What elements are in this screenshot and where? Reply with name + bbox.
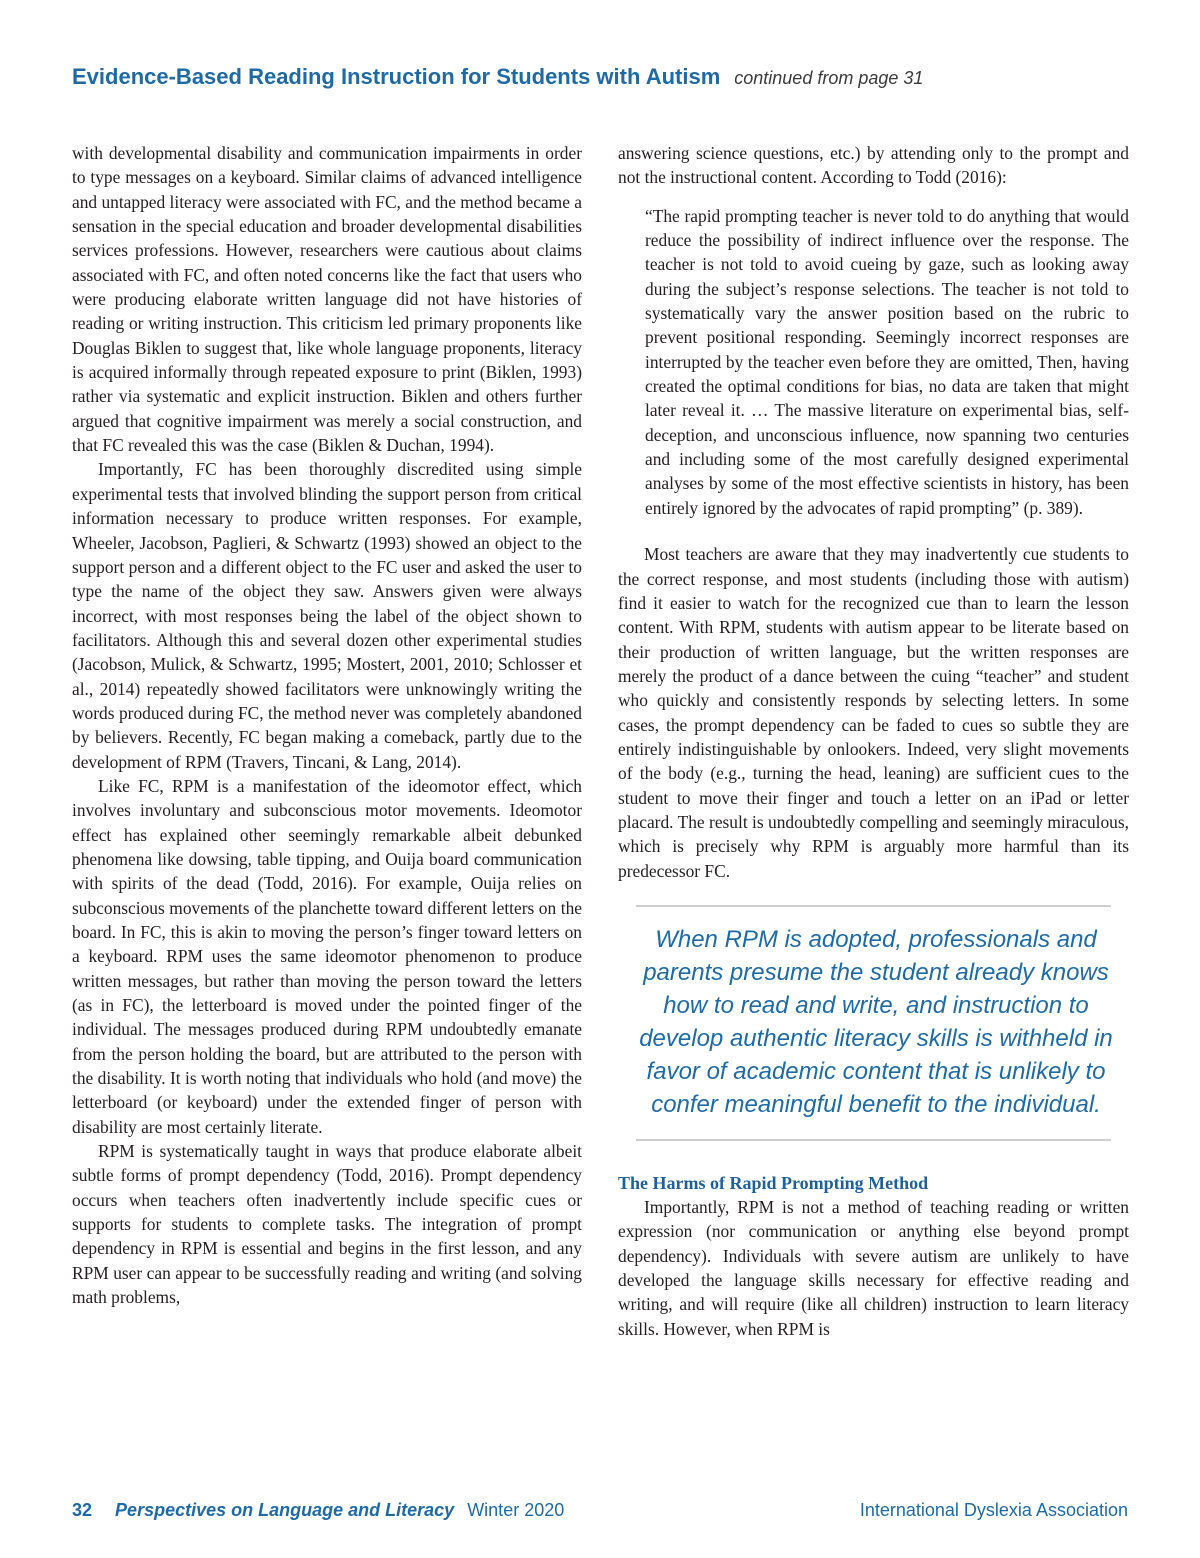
body-paragraph: RPM is systematically taught in ways that produce elaborate albeit subtle forms of prompt dependency (Todd, 2016). Prompt dependency occurs when teachers often inadvertently include specific cues or supports for students to complete tasks. The integration of prompt dependency in RPM is essential and begins in the first lesson, and any RPM user can appear to be successfully reading and writing (and solving math problems, bbox=[72, 1141, 582, 1308]
block-quote: “The rapid prompting teacher is never told to do anything that would reduce the possibility of indirect influence over the response. The teacher is not told to avoid cueing by gaze, such as looking away during the subject’s response selections. The teacher is not told to systematically vary the answer position based on the rubric to prevent positional responding. Seemingly incorrect responses are interrupted by the teacher even before they are omitted, Then, having created the optimal conditions for bias, no data are taken that might later reveal it. … The massive literature on experimental bias, self-deception, and unconscious influence, now spanning two centuries and including some of the most carefully designed experimental analyses by some of the most effective scientists in history, has been entirely ignored by the advocates of rapid prompting” (p. 389). bbox=[645, 205, 1129, 518]
body-paragraph: with developmental disability and communication impairments in order to type messages on a keyboard. Similar claims of advanced intelligence and untapped literacy were associated with FC, and the method became a sensation in the special education and broader developmental disabilities services professions. However, researchers were cautious about claims associated with FC, and often noted concerns like the fact that users who were producing elaborate written language did not have histories of reading or writing instruction. This criticism led primary proponents like Douglas Biklen to suggest that, like whole language proponents, literacy is acquired informally through repeated exposure to print (Biklen, 1993) rather via systematic and explicit instruction. Biklen and others further argued that cognitive impairment was merely a social construction, and that FC revealed this was the case (Biklen & Duchan, 1994). bbox=[72, 143, 582, 456]
journal-name: Perspectives on Language and Literacy bbox=[115, 1500, 455, 1520]
section-heading: The Harms of Rapid Prompting Method bbox=[618, 1172, 929, 1193]
page-number: 32 bbox=[72, 1500, 93, 1520]
issue-label: Winter 2020 bbox=[467, 1500, 565, 1520]
body-paragraph: Importantly, RPM is not a method of teaching reading or written expression (nor communication or anything else beyond prompt dependency). Individuals with severe autism are unlikely to have developed the language skills necessary for effective reading and writing, and will require (like all children) instruction to learn literacy skills. However, when RPM is bbox=[618, 1196, 1129, 1339]
right-column bbox=[618, 141, 1129, 1341]
body-paragraph: Importantly, FC has been thoroughly discredited using simple experimental tests that involved blinding the support person from critical information necessary to produce written responses. For example, Wheeler, Jacobson, Paglieri, & Schwartz (1993) showed an object to the support person and a different object to the FC user and asked the user to type the name of the object they saw. Answers given were always incorrect, with most responses being the label of the object shown to facilitators. Although this and several dozen other experimental studies (Jacobson, Mulick, & Schwartz, 1995; Mostert, 2001, 2010; Schlosser et al., 2014) repeatedly showed facilitators were unknowingly writing the words produced during FC, the method never was completely abandoned by believers. Recently, FC began making a comeback, partly due to the development of RPM (Travers, Tincani, & Lang, 2014). bbox=[72, 459, 582, 772]
continued-note: continued from page 31 bbox=[734, 68, 924, 88]
pull-quote bbox=[636, 905, 1111, 1141]
organization-name: International Dyslexia Association bbox=[859, 1500, 1128, 1520]
page-footer bbox=[72, 1500, 1128, 1526]
page-header bbox=[72, 64, 1140, 100]
pull-quote-text: When RPM is adopted, professionals and parents presume the student already knows how to read and write, and instruction to develop authentic literacy skills is withheld in favor of academic content that is unlikely to confer meaningful benefit to the individual. bbox=[639, 925, 1113, 1118]
article-title: Evidence-Based Reading Instruction for Students with Autism bbox=[72, 64, 721, 89]
body-paragraph: answering science questions, etc.) by attending only to the prompt and not the instructional content. According to Todd (2016): bbox=[618, 143, 1129, 188]
body-paragraph: Most teachers are aware that they may inadvertently cue students to the correct response, and most students (including those with autism) find it easier to watch for the recognized cue than to learn the lesson content. With RPM, students with autism appear to be literate based on their production of written language, but the written responses are merely the product of a dance between the cuing “teacher” and student who quickly and consistently responds by selecting letters. In some cases, the prompt dependency can be faded to cues so subtle they are entirely indistinguishable by onlookers. Indeed, very slight movements of the body (e.g., turning the head, leaning) are sufficient cues to the student to move their finger and touch a letter on an iPad or letter placard. The result is undoubtedly compelling and seemingly miraculous, which is precisely why RPM is arguably more harmful than its predecessor FC. bbox=[618, 544, 1129, 881]
body-paragraph: Like FC, RPM is a manifestation of the ideomotor effect, which involves involuntary and subconscious motor movements. Ideomotor effect has explained other seemingly remarkable albeit debunked phenomena like dowsing, table tipping, and Ouija board communication with spirits of the dead (Todd, 2016). For example, Ouija relies on subconscious movements of the planchette toward different letters on the board. In FC, this is akin to moving the person’s finger toward letters on a keyboard. RPM uses the same ideomotor phenomenon to produce written messages, but rather than moving the person toward the letters (as in FC), the letterboard is moved under the pointed finger of the individual. The messages produced during RPM undoubtedly emanate from the person holding the board, but are attributed to the person with the disability. It is worth noting that individuals who hold (and move) the letterboard (or keyboard) under the extended finger of person with disability are most certainly literate. bbox=[72, 775, 582, 1137]
left-column bbox=[72, 141, 582, 1310]
